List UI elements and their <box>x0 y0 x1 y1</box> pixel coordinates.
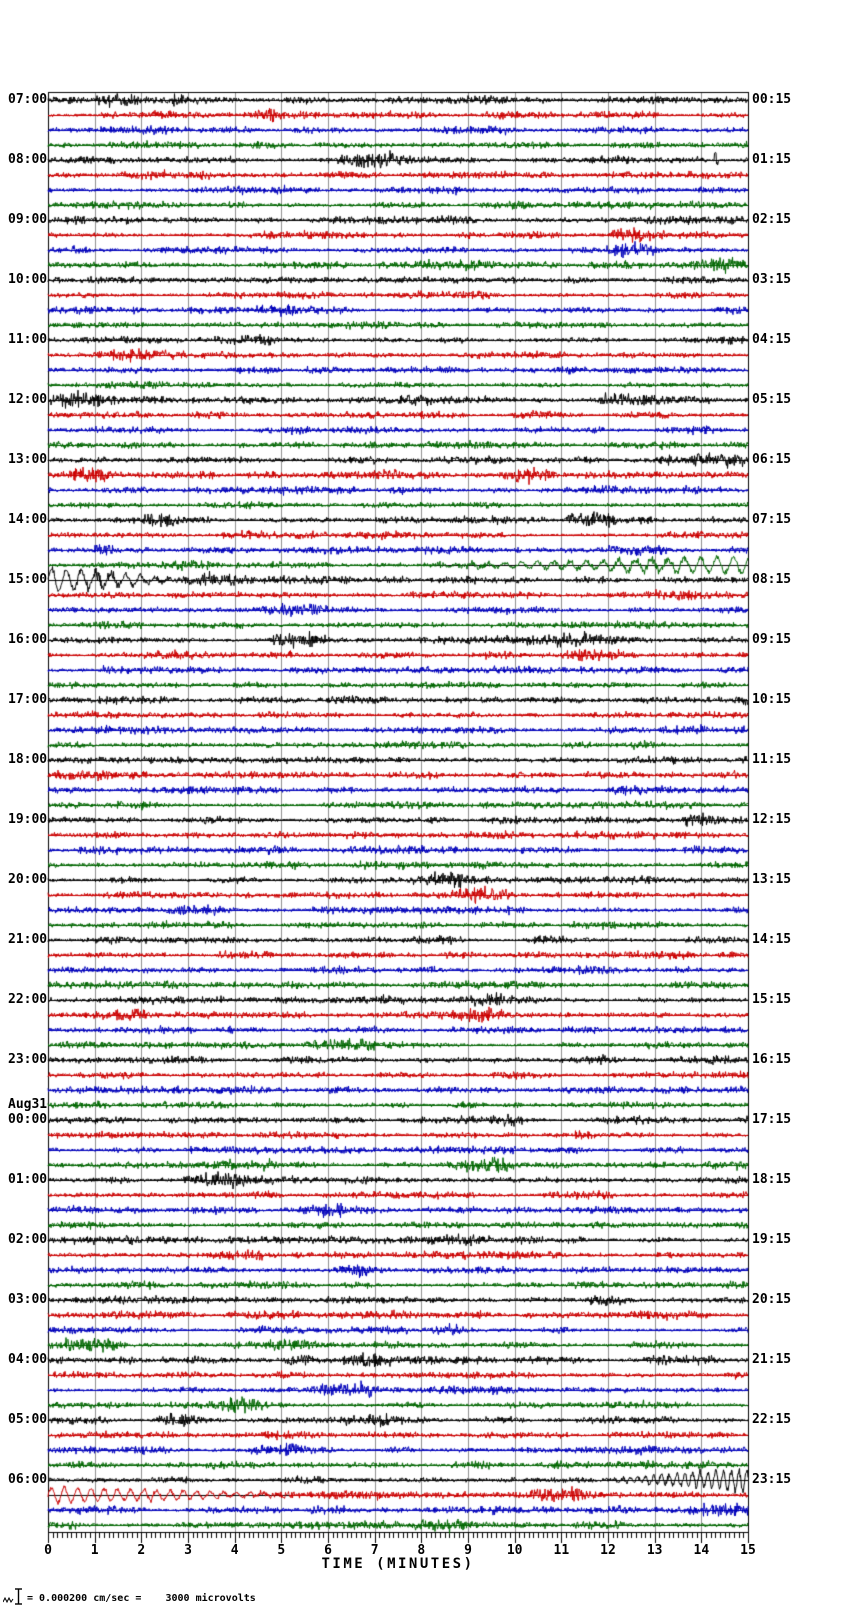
pdt-hour-label: 06:15 <box>752 452 792 467</box>
pdt-hour-label: 02:15 <box>752 212 792 227</box>
pdt-hour-label: 10:15 <box>752 692 792 707</box>
utc-hour-label: 07:00 <box>8 92 48 107</box>
pdt-hour-label: 09:15 <box>752 632 792 647</box>
utc-hour-label: 05:00 <box>8 1412 48 1427</box>
sample-trace-icon <box>3 1596 14 1604</box>
utc-hour-label: 10:00 <box>8 272 48 287</box>
x-axis-tick-label: 7 <box>370 1543 379 1558</box>
utc-hour-label: 01:00 <box>8 1172 48 1187</box>
pdt-hour-label: 16:15 <box>752 1052 792 1067</box>
pdt-hour-label: 11:15 <box>752 752 792 767</box>
x-axis-tick-label: 11 <box>553 1543 570 1558</box>
pdt-hour-label: 18:15 <box>752 1172 792 1187</box>
pdt-hour-label: 23:15 <box>752 1472 792 1487</box>
utc-hour-label: 02:00 <box>8 1232 48 1247</box>
utc-hour-label: 17:00 <box>8 692 48 707</box>
utc-hour-label: 14:00 <box>8 512 48 527</box>
x-axis-tick-label: 13 <box>646 1543 663 1558</box>
utc-hour-label: 12:00 <box>8 392 48 407</box>
utc-hour-label: 16:00 <box>8 632 48 647</box>
utc-hour-label: 15:00 <box>8 572 48 587</box>
pdt-hour-label: 08:15 <box>752 572 792 587</box>
utc-hour-label: 23:00 <box>8 1052 48 1067</box>
utc-hour-label: 03:00 <box>8 1292 48 1307</box>
x-axis-tick-label: 0 <box>44 1543 52 1558</box>
x-axis-tick-label: 6 <box>324 1543 332 1558</box>
pdt-hour-label: 21:15 <box>752 1352 792 1367</box>
utc-hour-label: 04:00 <box>8 1352 48 1367</box>
x-axis-tick-label: 8 <box>417 1543 426 1558</box>
x-axis-tick-label: 14 <box>693 1543 710 1558</box>
x-axis-title: TIME (MINUTES) <box>321 1556 475 1572</box>
utc-hour-label: 11:00 <box>8 332 48 347</box>
utc-hour-label: 08:00 <box>8 152 48 167</box>
pdt-hour-label: 03:15 <box>752 272 792 287</box>
x-axis-tick-label: 9 <box>464 1543 472 1558</box>
pdt-hour-label: 07:15 <box>752 512 792 527</box>
footer-scale-bar-icon <box>14 1588 23 1605</box>
utc-hour-label: 00:00 <box>8 1112 48 1127</box>
x-axis-tick-label: 5 <box>277 1543 286 1558</box>
utc-hour-label: 22:00 <box>8 992 48 1007</box>
utc-hour-label: 21:00 <box>8 932 48 947</box>
x-axis-tick-label: 15 <box>740 1543 756 1558</box>
pdt-hour-label: 22:15 <box>752 1412 792 1427</box>
x-axis-tick-label: 4 <box>230 1543 239 1558</box>
pdt-hour-label: 19:15 <box>752 1232 792 1247</box>
utc-hour-label: 18:00 <box>8 752 48 767</box>
x-axis-tick-label: 1 <box>90 1543 99 1558</box>
x-axis-tick-label: 2 <box>137 1543 146 1558</box>
utc-hour-label: 20:00 <box>8 872 48 887</box>
utc-hour-label: 09:00 <box>8 212 48 227</box>
pdt-hour-label: 01:15 <box>752 152 792 167</box>
pdt-hour-label: 20:15 <box>752 1292 792 1307</box>
pdt-hour-label: 04:15 <box>752 332 792 347</box>
pdt-hour-label: 00:15 <box>752 92 792 107</box>
pdt-hour-label: 05:15 <box>752 392 792 407</box>
utc-hour-label: 06:00 <box>8 1472 48 1487</box>
utc-hour-label: 19:00 <box>8 812 48 827</box>
x-axis-tick-label: 12 <box>600 1543 616 1558</box>
pdt-hour-label: 15:15 <box>752 992 792 1007</box>
pdt-hour-label: 13:15 <box>752 872 792 887</box>
pdt-hour-label: 12:15 <box>752 812 792 827</box>
footer-scale-label: = 0.000200 cm/sec = 3000 microvolts <box>27 1593 256 1604</box>
utc-hour-label: 13:00 <box>8 452 48 467</box>
pdt-hour-label: 17:15 <box>752 1112 792 1127</box>
pdt-hour-label: 14:15 <box>752 932 792 947</box>
x-axis-tick-label: 3 <box>184 1543 192 1558</box>
x-axis-tick-label: 10 <box>506 1543 523 1558</box>
utc-date-rollover-label: Aug31 <box>8 1097 48 1112</box>
